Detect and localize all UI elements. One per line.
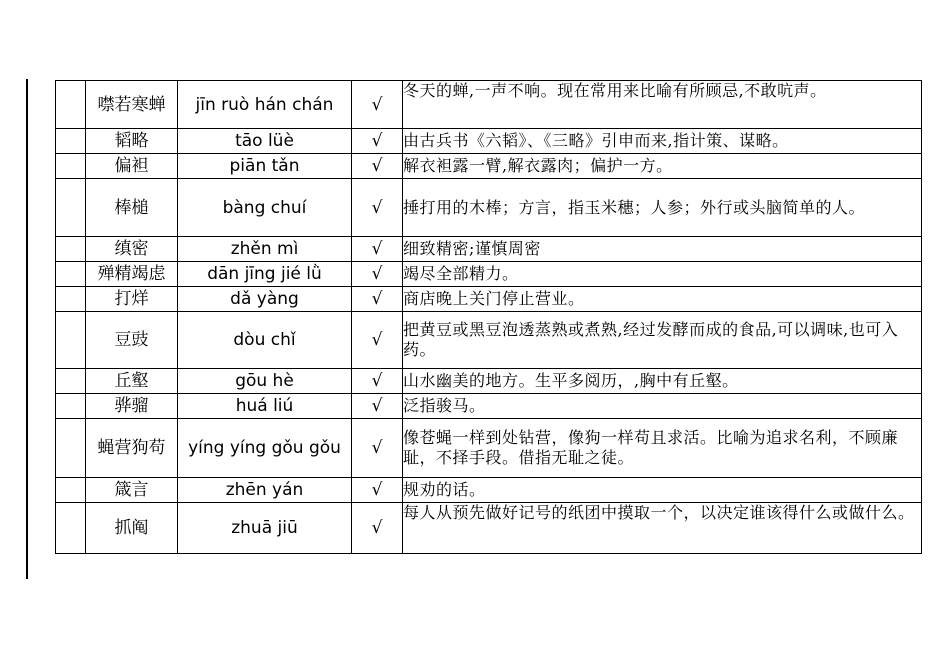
table-row: [56, 237, 922, 262]
table-row: [56, 262, 922, 287]
meaning-cell: 竭尽全部精力。: [403, 262, 922, 287]
check-mark-cell: √: [352, 262, 403, 287]
meaning-cell: 泛指骏马。: [403, 394, 922, 419]
check-mark-cell: √: [352, 419, 403, 478]
meaning-cell: 冬天的蝉,一声不响。现在常用来比喻有所顾忌,不敢吭声。: [403, 81, 922, 129]
index-cell: [56, 312, 86, 369]
table-row: [56, 312, 922, 369]
index-cell: [56, 179, 86, 237]
pinyin-cell: jīn ruò hán chán: [178, 81, 352, 129]
word-cell: 殚精竭虑: [86, 262, 178, 287]
pinyin-cell: zhēn yán: [178, 478, 352, 503]
word-cell: 箴言: [86, 478, 178, 503]
index-cell: [56, 478, 86, 503]
index-cell: [56, 287, 86, 312]
index-cell: [56, 129, 86, 154]
pinyin-cell: huá liú: [178, 394, 352, 419]
meaning-cell: 由古兵书《六韬》、《三略》引申而来,指计策、谋略。: [403, 129, 922, 154]
check-mark-cell: √: [352, 503, 403, 554]
table-row: [56, 419, 922, 478]
check-mark-cell: √: [352, 394, 403, 419]
word-cell: 噤若寒蝉: [86, 81, 178, 129]
index-cell: [56, 419, 86, 478]
index-cell: [56, 81, 86, 129]
index-cell: [56, 503, 86, 554]
table-row: [56, 154, 922, 179]
pinyin-cell: dòu chǐ: [178, 312, 352, 369]
word-cell: 丘壑: [86, 369, 178, 394]
check-mark-cell: √: [352, 179, 403, 237]
meaning-cell: 每人从预先做好记号的纸团中摸取一个，以决定谁该得什么或做什么。: [403, 503, 922, 554]
table-row: [56, 478, 922, 503]
meaning-cell: 解衣袒露一臂,解衣露肉；偏护一方。: [403, 154, 922, 179]
check-mark-cell: √: [352, 154, 403, 179]
check-mark-cell: √: [352, 287, 403, 312]
word-cell: 抓阄: [86, 503, 178, 554]
check-mark-cell: √: [352, 237, 403, 262]
vocabulary-table: [55, 80, 922, 554]
table-row: [56, 129, 922, 154]
word-cell: 棒槌: [86, 179, 178, 237]
word-cell: 骅骝: [86, 394, 178, 419]
word-cell: 豆豉: [86, 312, 178, 369]
check-mark-cell: √: [352, 369, 403, 394]
table-row: [56, 369, 922, 394]
pinyin-cell: bàng chuí: [178, 179, 352, 237]
word-cell: 蝇营狗苟: [86, 419, 178, 478]
index-cell: [56, 262, 86, 287]
word-cell: 偏袒: [86, 154, 178, 179]
pinyin-cell: yíng yíng gǒu gǒu: [178, 419, 352, 478]
index-cell: [56, 154, 86, 179]
pinyin-cell: zhuā jiū: [178, 503, 352, 554]
left-margin-rule: [26, 79, 28, 579]
meaning-cell: 把黄豆或黑豆泡透蒸熟或煮熟,经过发酵而成的食品,可以调味,也可入药。: [403, 312, 922, 369]
check-mark-cell: √: [352, 81, 403, 129]
table-row: [56, 81, 922, 129]
table-row: [56, 394, 922, 419]
index-cell: [56, 237, 86, 262]
meaning-cell: 山水幽美的地方。生平多阅历，,胸中有丘壑。: [403, 369, 922, 394]
pinyin-cell: dān jīng jié lǜ: [178, 262, 352, 287]
meaning-cell: 细致精密;谨慎周密: [403, 237, 922, 262]
pinyin-cell: tāo lüè: [178, 129, 352, 154]
check-mark-cell: √: [352, 478, 403, 503]
pinyin-cell: dǎ yàng: [178, 287, 352, 312]
check-mark-cell: √: [352, 129, 403, 154]
table-row: [56, 503, 922, 554]
pinyin-cell: zhěn mì: [178, 237, 352, 262]
check-mark-cell: √: [352, 312, 403, 369]
index-cell: [56, 369, 86, 394]
meaning-cell: 捶打用的木棒；方言，指玉米穗；人参；外行或头脑简单的人。: [403, 179, 922, 237]
index-cell: [56, 394, 86, 419]
meaning-cell: 商店晚上关门停止营业。: [403, 287, 922, 312]
table-row: [56, 179, 922, 237]
meaning-cell: 规劝的话。: [403, 478, 922, 503]
pinyin-cell: gōu hè: [178, 369, 352, 394]
pinyin-cell: piān tǎn: [178, 154, 352, 179]
meaning-cell: 像苍蝇一样到处钻营，像狗一样苟且求活。比喻为追求名利，不顾廉耻，不择手段。借指无耻之徒。: [403, 419, 922, 478]
word-cell: 韬略: [86, 129, 178, 154]
table-row: [56, 287, 922, 312]
word-cell: 打烊: [86, 287, 178, 312]
word-cell: 缜密: [86, 237, 178, 262]
